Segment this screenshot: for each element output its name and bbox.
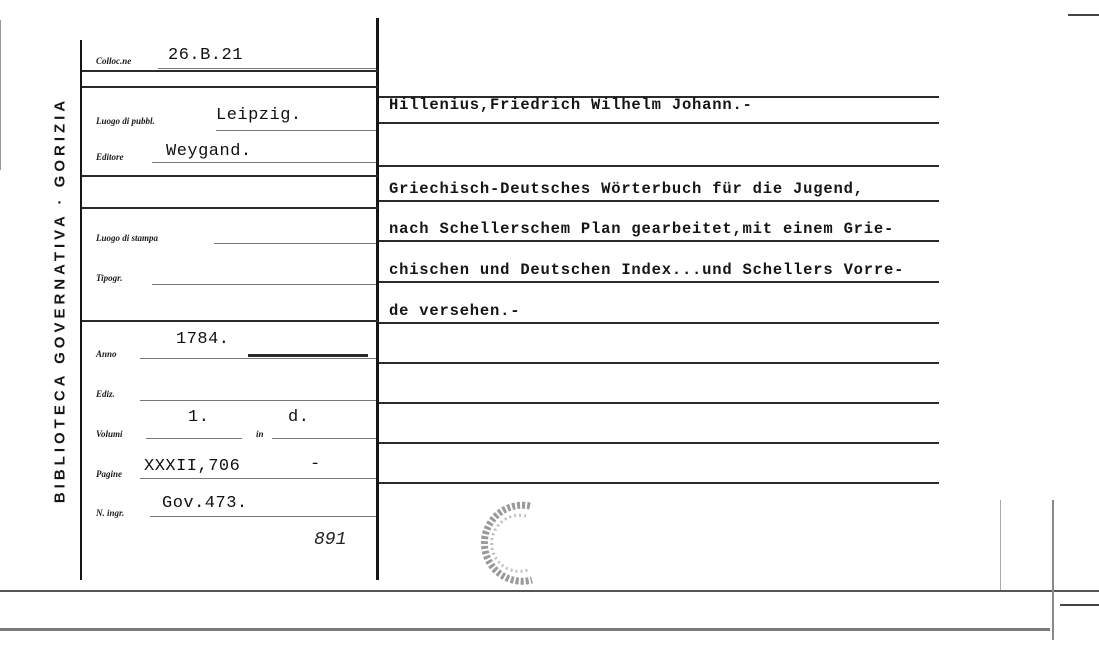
library-name: BIBLIOTECA GOVERNATIVA · GORIZIA	[51, 96, 69, 504]
label-editore: Editore	[96, 152, 124, 162]
label-collocazione: Colloc.ne	[96, 56, 132, 66]
label-n-ingr: N. ingr.	[96, 508, 125, 518]
value-luogo-pubbl: Leipzig.	[216, 106, 302, 125]
label-luogo-stampa: Luogo di stampa	[96, 233, 159, 243]
right-rule	[379, 442, 939, 444]
value-volumi: 1.	[188, 408, 210, 427]
right-rule	[379, 322, 939, 324]
scan-edge	[0, 628, 1050, 631]
scan-edge	[1068, 14, 1099, 16]
label-luogo-pubbl: Luogo di pubbl.	[96, 116, 155, 126]
value-underline	[214, 243, 376, 244]
value-underline	[140, 400, 376, 401]
inventory-number: 891	[314, 530, 347, 550]
label-edizione: Ediz.	[96, 389, 115, 399]
right-scan-mark	[1052, 500, 1054, 640]
value-n-ingr: Gov.473.	[162, 494, 248, 513]
value-editore: Weygand.	[166, 142, 252, 161]
value-underline	[150, 516, 376, 517]
value-underline	[158, 68, 376, 69]
right-rule	[379, 200, 939, 202]
label-volumi: Volumi	[96, 429, 123, 439]
value-underline	[152, 162, 376, 163]
right-rule	[379, 402, 939, 404]
value-underline	[140, 358, 376, 359]
title-line: Griechisch-Deutsches Wörterbuch für die Jugend,	[389, 180, 864, 198]
right-rule	[379, 482, 939, 484]
left-rule	[82, 70, 378, 72]
title-line: nach Schellerschem Plan gearbeitet,mit einem Grie-	[389, 220, 895, 238]
value-pagine: XXXII,706	[144, 457, 241, 476]
right-rule	[379, 165, 939, 167]
right-rule	[379, 240, 939, 242]
left-rule	[82, 320, 378, 322]
value-underline	[152, 284, 376, 285]
value-underline	[140, 478, 376, 479]
label-anno: Anno	[96, 349, 117, 359]
left-rule	[82, 207, 378, 209]
label-tipografo: Tipogr.	[96, 273, 123, 283]
value-underline	[216, 130, 376, 131]
value-anno: 1784.	[176, 330, 230, 349]
top-left-rule	[0, 20, 1, 170]
scan-edge	[1060, 604, 1099, 606]
label-volumi-in: in	[256, 429, 264, 439]
value-pagine-extra: -	[310, 455, 321, 474]
column-divider	[376, 18, 379, 580]
left-border	[80, 40, 82, 580]
value-underline	[272, 438, 376, 439]
right-rule	[379, 122, 939, 124]
left-rule	[82, 86, 378, 88]
value-volumi-in: d.	[288, 408, 310, 427]
year-dash	[248, 354, 368, 357]
title-line: de versehen.-	[389, 302, 521, 320]
title-line: chischen und Deutschen Index...und Schellers Vorre-	[389, 261, 905, 279]
left-rule	[82, 175, 378, 177]
library-stamp	[470, 498, 560, 588]
card-bottom-edge	[0, 590, 1099, 592]
author-line: Hillenius,Friedrich Wilhelm Johann.-	[389, 96, 753, 114]
right-rule	[379, 281, 939, 283]
right-scan-mark	[1000, 500, 1001, 590]
value-underline	[146, 438, 242, 439]
value-collocazione: 26.B.21	[168, 46, 243, 65]
label-pagine: Pagine	[96, 469, 122, 479]
right-rule	[379, 362, 939, 364]
